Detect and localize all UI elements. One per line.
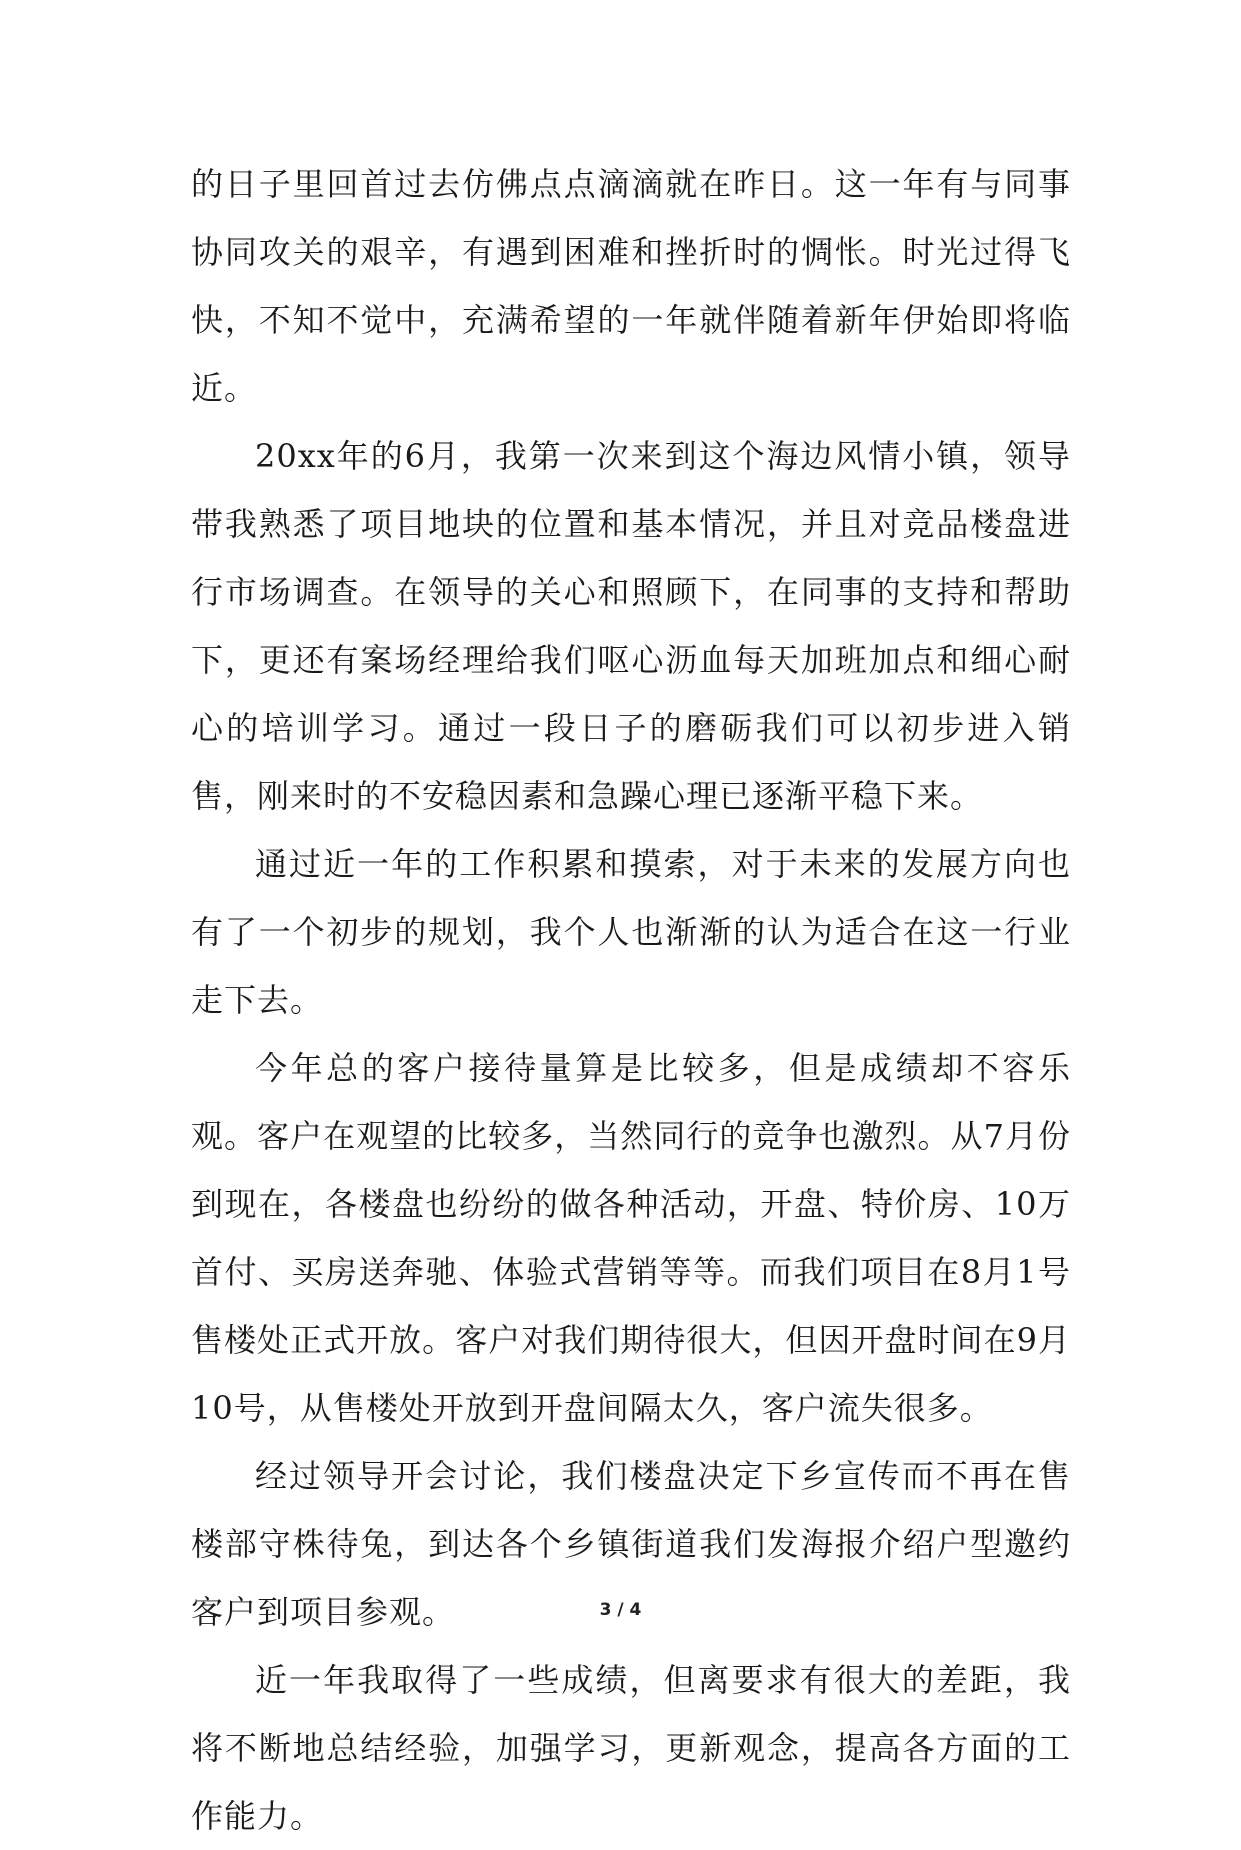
paragraph-3: 通过近一年的工作积累和摸索，对于未来的发展方向也有了一个初步的规划，我个人也渐渐的认为适合在这一行业走下去。 [191, 845, 1071, 1019]
paragraph-1: 的日子里回首过去仿佛点点滴滴就在昨日。这一年有与同事协同攻关的艰辛，有遇到困难和挫折时的惆怅。时光过得飞快，不知不觉中，充满希望的一年就伴随着新年伊始即将临近。 [191, 165, 1071, 407]
paragraph-5: 经过领导开会讨论，我们楼盘决定下乡宣传而不再在售楼部守株待兔，到达各个乡镇街道我们发海报介绍户型邀约客户到项目参观。 [191, 1457, 1071, 1631]
document-body [191, 150, 1071, 1850]
paragraph-4: 今年总的客户接待量算是比较多，但是成绩却不容乐观。客户在观望的比较多，当然同行的竞争也激烈。从7月份到现在，各楼盘也纷纷的做各种活动，开盘、特价房、10万首付、买房送奔驰、体验式营销等等。而我们项目在8月1号售楼处正式开放。客户对我们期待很大，但因开盘时间在9月10号，从售楼处开放到开盘间隔太久，客户流失很多。 [191, 1049, 1071, 1427]
paragraph-2: 20xx年的6月，我第一次来到这个海边风情小镇，领导带我熟悉了项目地块的位置和基本情况，并且对竞品楼盘进行市场调查。在领导的关心和照顾下，在同事的支持和帮助下，更还有案场经理给我们呕心沥血每天加班加点和细心耐心的培训学习。通过一段日子的磨砺我们可以初步进入销售，刚来时的不安稳因素和急躁心理已逐渐平稳下来。 [191, 437, 1071, 815]
paragraph-6: 近一年我取得了一些成绩，但离要求有很大的差距，我将不断地总结经验，加强学习，更新观念，提高各方面的工作能力。 [191, 1661, 1071, 1835]
page-number: 3 / 4 [599, 1600, 642, 1620]
